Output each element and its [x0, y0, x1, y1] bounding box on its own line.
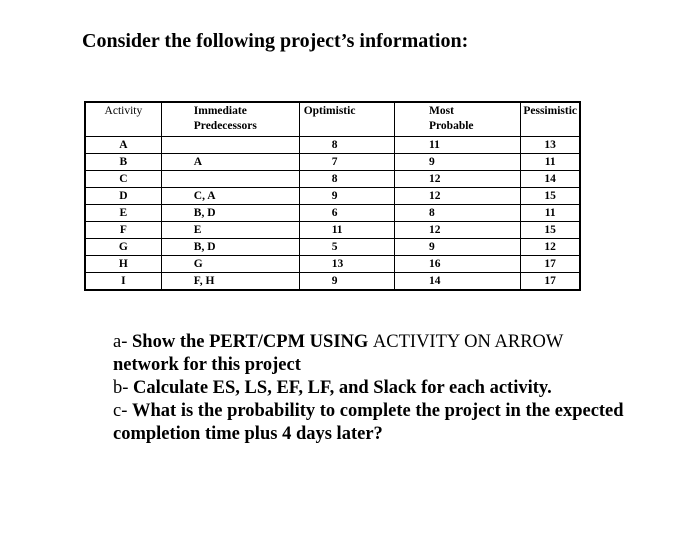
cell-pessimistic: 11 [521, 154, 580, 171]
table-row [85, 239, 580, 256]
question-a-prefix: a- [113, 332, 132, 352]
header-most-probable-line2: Probable [429, 120, 474, 132]
cell-predecessors: E [161, 222, 299, 239]
question-b-prefix: b- [113, 378, 134, 398]
header-most-probable-line1: Most [429, 105, 454, 117]
cell-pessimistic: 14 [521, 171, 580, 188]
table-row [85, 188, 580, 205]
questions [113, 331, 693, 446]
cell-activity: A [85, 137, 161, 154]
cell-most-probable: 12 [395, 188, 521, 205]
cell-pessimistic: 12 [521, 239, 580, 256]
cell-predecessors: C, A [161, 188, 299, 205]
table-row [85, 154, 580, 171]
cell-optimistic: 5 [299, 239, 394, 256]
header-predecessors-line1: Immediate [193, 105, 247, 117]
cell-predecessors [161, 137, 299, 154]
header-pessimistic: Pessimistic [521, 102, 580, 137]
cell-most-probable: 12 [395, 171, 521, 188]
table-row [85, 171, 580, 188]
cell-predecessors: G [161, 256, 299, 273]
cell-most-probable: 12 [395, 222, 521, 239]
table-row [85, 137, 580, 154]
header-predecessors-line2: Predecessors [193, 120, 257, 132]
page-title: Consider the following project’s information: [82, 30, 469, 52]
table-row [85, 273, 580, 291]
cell-most-probable: 11 [395, 137, 521, 154]
table-header [85, 102, 580, 137]
cell-pessimistic: 15 [521, 188, 580, 205]
cell-optimistic: 13 [299, 256, 394, 273]
cell-activity: F [85, 222, 161, 239]
cell-pessimistic: 13 [521, 137, 580, 154]
cell-pessimistic: 15 [521, 222, 580, 239]
cell-pessimistic: 17 [521, 256, 580, 273]
cell-activity: H [85, 256, 161, 273]
cell-activity: E [85, 205, 161, 222]
cell-pessimistic: 17 [521, 273, 580, 291]
cell-optimistic: 8 [299, 137, 394, 154]
question-c [113, 400, 693, 446]
project-table [84, 101, 581, 291]
cell-optimistic: 6 [299, 205, 394, 222]
cell-predecessors: F, H [161, 273, 299, 291]
question-c-text: What is the probability to complete the project in the expected completion time plus 4 days later? [113, 401, 624, 444]
cell-optimistic: 11 [299, 222, 394, 239]
header-activity: Activity [85, 102, 161, 137]
question-a-bold-2: network for this project [113, 355, 301, 375]
header-most-probable [395, 102, 521, 137]
question-a [113, 331, 693, 377]
cell-activity: D [85, 188, 161, 205]
table-header-row [85, 102, 580, 137]
cell-most-probable: 9 [395, 239, 521, 256]
cell-optimistic: 9 [299, 273, 394, 291]
cell-optimistic: 7 [299, 154, 394, 171]
cell-predecessors [161, 171, 299, 188]
cell-activity: C [85, 171, 161, 188]
cell-most-probable: 9 [395, 154, 521, 171]
cell-optimistic: 8 [299, 171, 394, 188]
question-b [113, 377, 693, 400]
cell-predecessors: A [161, 154, 299, 171]
table-row [85, 256, 580, 273]
cell-activity: G [85, 239, 161, 256]
cell-optimistic: 9 [299, 188, 394, 205]
table-body [85, 137, 580, 291]
cell-most-probable: 8 [395, 205, 521, 222]
cell-most-probable: 14 [395, 273, 521, 291]
header-predecessors [161, 102, 299, 137]
question-a-normal: ACTIVITY ON ARROW [372, 332, 564, 352]
cell-predecessors: B, D [161, 205, 299, 222]
question-c-prefix: c- [113, 401, 132, 421]
cell-activity: I [85, 273, 161, 291]
table-row [85, 222, 580, 239]
cell-pessimistic: 11 [521, 205, 580, 222]
question-b-text: Calculate ES, LS, EF, LF, and Slack for each activity. [133, 378, 552, 398]
cell-predecessors: B, D [161, 239, 299, 256]
cell-most-probable: 16 [395, 256, 521, 273]
table-row [85, 205, 580, 222]
header-optimistic: Optimistic [299, 102, 394, 137]
cell-activity: B [85, 154, 161, 171]
question-a-bold-1: Show the PERT/CPM USING [132, 332, 373, 352]
